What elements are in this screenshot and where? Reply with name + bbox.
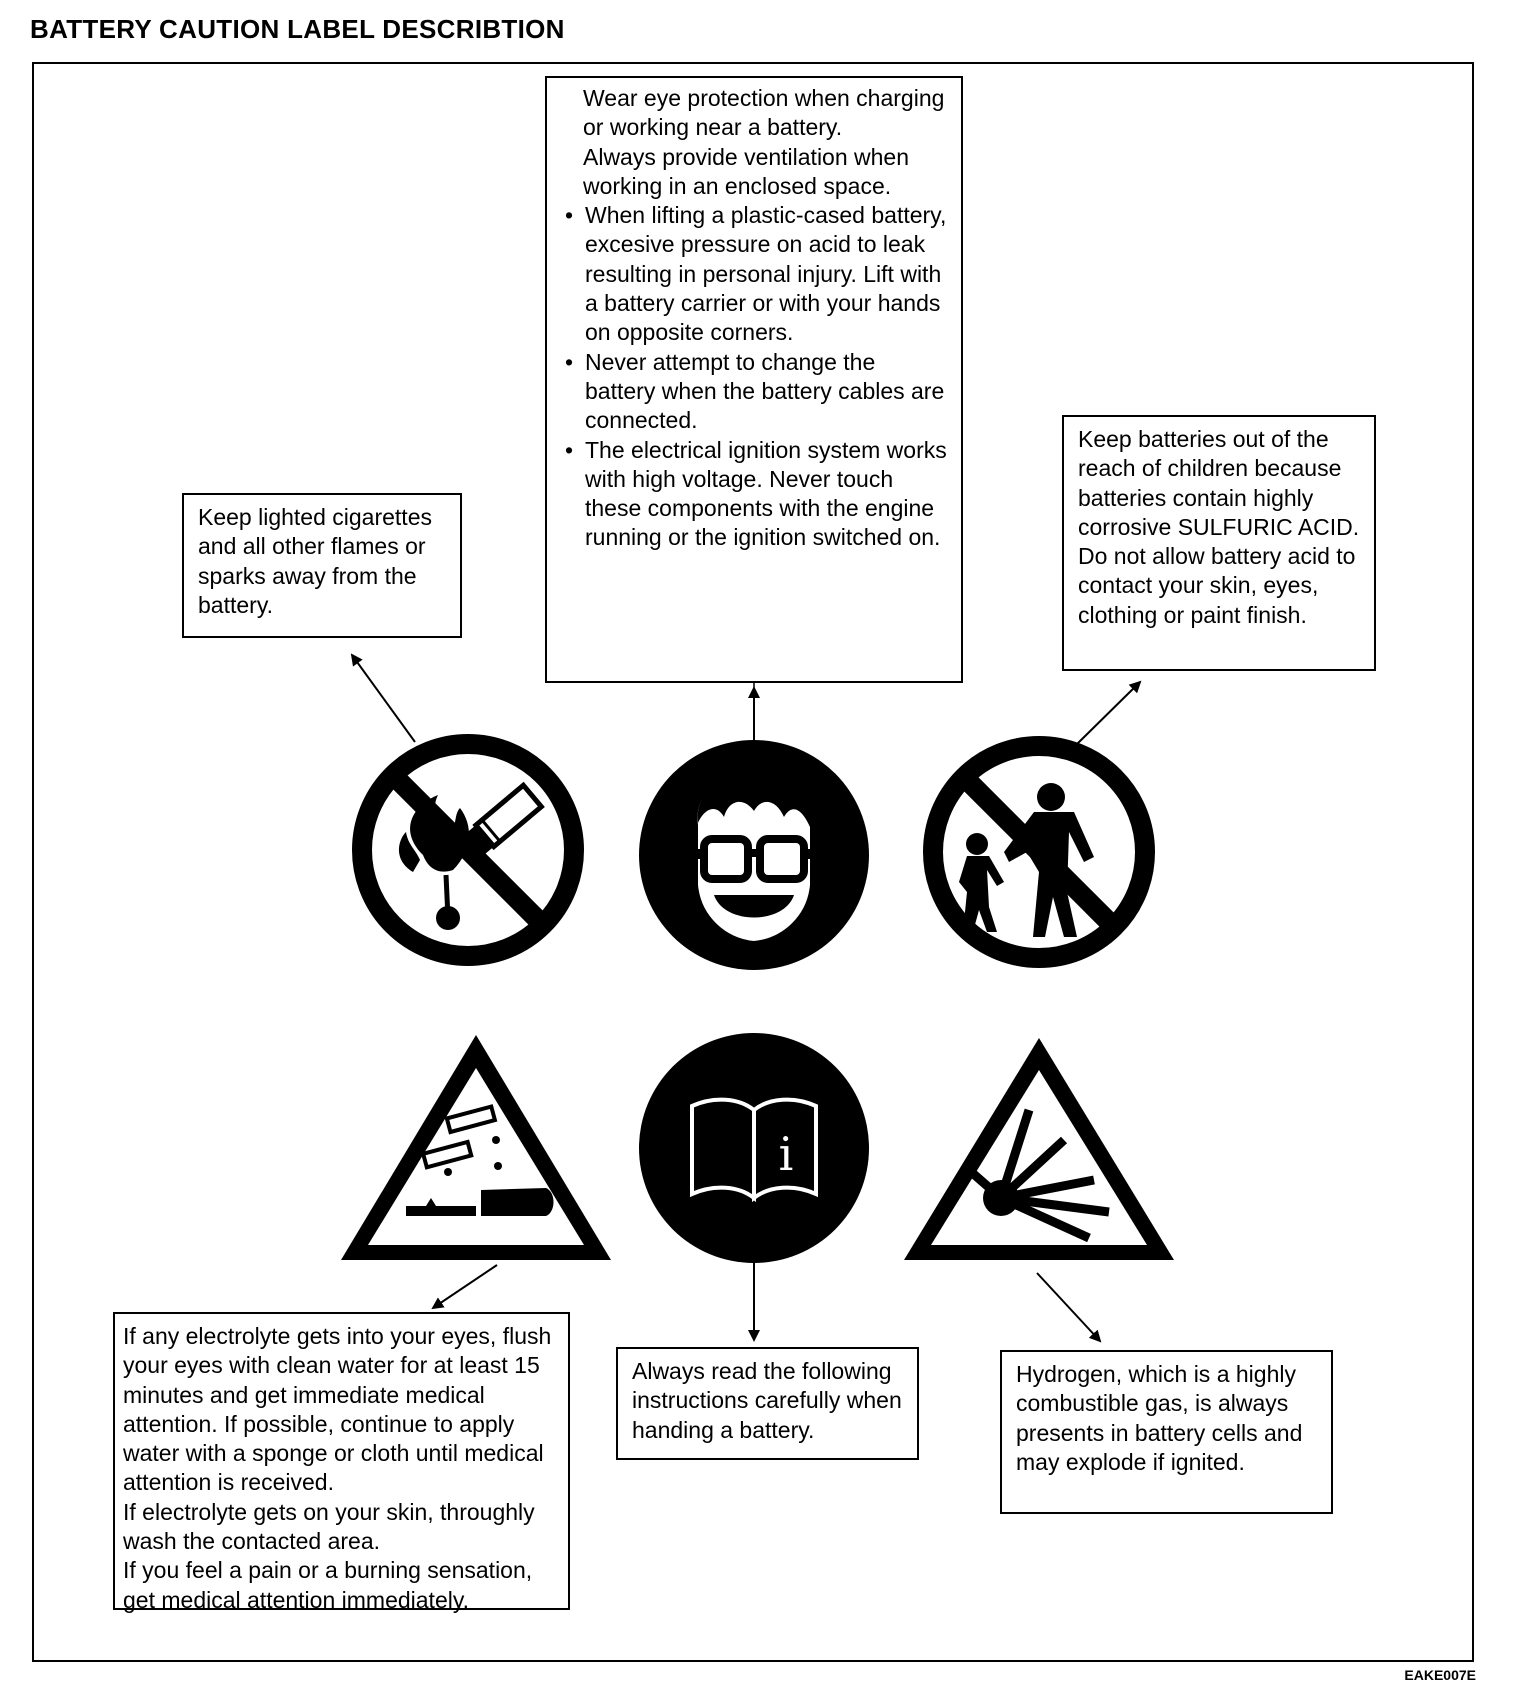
corrosive-acid-warning-icon: [341, 1035, 611, 1260]
keep-away-from-children-icon: [933, 746, 1145, 958]
eye-protection-intro-2: Always provide ventilation when working in an enclosed space.: [583, 143, 910, 199]
arrow-flames: [352, 655, 415, 742]
eye-protection-intro-1: Wear eye protection when charging or working near a battery.: [583, 85, 945, 141]
eye-protection-bullet: • Never attempt to change the battery when the battery cables are connected.: [583, 348, 947, 436]
arrow-children: [1075, 682, 1140, 746]
children-caution-text: Keep batteries out of the reach of children because batteries contain highly corrosive SULFURIC ACID. Do not allow battery acid to contact your skin, eyes, clothing or paint finish.: [1078, 426, 1360, 628]
eye-protection-bullet-list: [583, 201, 947, 553]
eye-protection-bullet: • The electrical ignition system works with high voltage. Never touch these components with the engine running or the ignition switched on.: [583, 436, 947, 553]
corrosive-caution-box: [113, 1312, 570, 1613]
arrow-explosive: [1037, 1273, 1100, 1341]
eye-protection-goggles-icon: [639, 740, 869, 970]
corrosive-caution-text-3: If you feel a pain or a burning sensation, get medical attention immediately.: [123, 1557, 533, 1613]
flames-caution-box: [182, 493, 462, 638]
manual-caution-box: [616, 1347, 919, 1460]
read-manual-book-icon: [639, 1033, 869, 1263]
children-caution-box: [1062, 415, 1376, 671]
svg-text:i: i: [778, 1127, 794, 1181]
arrow-corrosive: [433, 1265, 497, 1308]
page-title: BATTERY CAUTION LABEL DESCRIBTION: [30, 14, 565, 44]
explosive-caution-text: Hydrogen, which is a highly combustible gas, is always presents in battery cells and may explode if ignited.: [1016, 1361, 1303, 1475]
figure-code: EAKE007E: [1404, 1667, 1476, 1683]
no-smoking-no-flames-icon: [362, 744, 574, 956]
explosive-caution-box: [1000, 1350, 1333, 1514]
corrosive-caution-text-2: If electrolyte gets on your skin, throughly wash the contacted area.: [123, 1498, 535, 1555]
eye-protection-bullet: • When lifting a plastic-cased battery, excesive pressure on acid to leak resulting in personal injury. Lift with a battery carrier or with your hands on opposite corners.: [583, 201, 947, 347]
manual-caution-text: Always read the following instructions carefully when handing a battery.: [632, 1358, 902, 1443]
flames-caution-text: Keep lighted cigarettes and all other flames or sparks away from the battery.: [198, 504, 432, 618]
corrosive-caution-text-1: If any electrolyte gets into your eyes, flush your eyes with clean water for at least 15 minutes and get immediate medical attention. If possible, continue to apply water with a sponge or cloth until medical attention is received.: [123, 1323, 552, 1496]
explosion-warning-icon: [904, 1038, 1174, 1260]
eye-protection-caution-box: [545, 76, 963, 683]
